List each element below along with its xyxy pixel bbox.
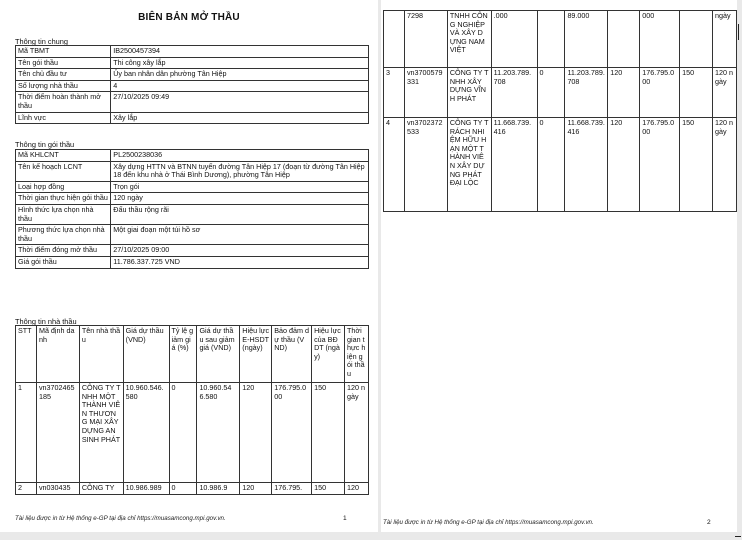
cell-bid-security: 176.795.000 [640, 68, 680, 118]
column-header-bidder-id: Mã định danh [36, 326, 79, 383]
cell-bidder-name: CÔNG TY [79, 483, 123, 495]
info-label: Phương thức lựa chọn nhà thầu [16, 225, 111, 245]
cell-bid-security: 176.795.000 [272, 383, 312, 483]
page-number: 1 [343, 515, 347, 522]
cell-execution-time: 120 ngày [344, 383, 368, 483]
info-value: Thi công xây lắp [111, 57, 369, 69]
page-edge-mark [738, 24, 739, 40]
cell-bidder-id: vn030435 [36, 483, 79, 495]
info-value: IB2500457394 [111, 46, 369, 58]
cell-hsdt-validity [608, 11, 640, 68]
info-label: Tên gói thầu [16, 57, 111, 69]
info-row [16, 80, 369, 92]
cell-security-validity: 150 [680, 118, 713, 212]
info-row [16, 181, 369, 193]
cell-bid-price: .000 [491, 11, 537, 68]
page-number-2: 2 [707, 519, 711, 526]
cell-hsdt-validity: 120 [608, 68, 640, 118]
info-label: Số lượng nhà thầu [16, 80, 111, 92]
cell-bid-security: 000 [640, 11, 680, 68]
footer-note-page-2: Tài liệu được in từ Hệ thống e-GP tại địa chỉ https://muasamcong.mpi.gov.vn. [383, 519, 594, 526]
info-value: 4 [111, 80, 369, 92]
info-row [16, 57, 369, 69]
info-value: Ủy ban nhân dân phường Tân Hiệp [111, 69, 369, 81]
info-value: Trọn gói [111, 181, 369, 193]
info-row [16, 46, 369, 58]
info-row [16, 225, 369, 245]
cell-security-validity: 150 [312, 383, 345, 483]
cell-bidder-id: vn3700579331 [404, 68, 447, 118]
cell-bidder-name: TNHH CÔNG NGHIỆP VÀ XÂY DỰNG NAM VIỆT [447, 11, 491, 68]
cell-price-after-discount: 10.986.9 [197, 483, 240, 495]
bidder-table-page-2 [383, 10, 737, 212]
info-row [16, 204, 369, 224]
info-label: Hình thức lựa chọn nhà thầu [16, 204, 111, 224]
cell-bid-security: 176.795. [272, 483, 312, 495]
cell-discount-rate [537, 11, 565, 68]
cell-bidder-id: vn3702372533 [404, 118, 447, 212]
cell-bid-security: 176.795.000 [640, 118, 680, 212]
cell-price-after-discount: 89.000 [565, 11, 608, 68]
cell-bidder-name: CÔNG TY TNHH XÂY DỰNG VĨNH PHÁT [447, 68, 491, 118]
cell-execution-time: ngày [712, 11, 736, 68]
cell-stt [384, 11, 405, 68]
column-header-bidder-name: Tên nhà thầu [79, 326, 123, 383]
column-header-hsdt-validity: Hiệu lực E-HSDT (ngày) [240, 326, 272, 383]
info-value: 27/10/2025 09:00 [111, 245, 369, 257]
bidder-row [16, 383, 369, 483]
info-label: Giá gói thầu [16, 256, 111, 268]
bidder-row [384, 11, 737, 68]
info-row [16, 161, 369, 181]
info-row [16, 112, 369, 124]
cell-price-after-discount: 10.960.546.580 [197, 383, 240, 483]
info-row [16, 69, 369, 81]
footer-note: Tài liệu được in từ Hệ thống e-GP tại địa chỉ https://muasamcong.mpi.gov.vn. [15, 515, 226, 522]
info-label: Loại hợp đồng [16, 181, 111, 193]
info-value: 11.786.337.725 VND [111, 256, 369, 268]
info-row [16, 245, 369, 257]
info-value: 120 ngày [111, 193, 369, 205]
cell-bid-price: 11.668.739.416 [491, 118, 537, 212]
info-value: Xây dựng HTTN và BTNN tuyến đường Tân Hiệp 17 (đoạn từ đường Tân Hiệp 18 đến khu nhà ở Thái Bình Dương), phường Tân Hiệp [111, 161, 369, 181]
column-header-discount-rate: Tỷ lệ giảm giá (%) [169, 326, 197, 383]
cell-stt: 2 [16, 483, 37, 495]
general-info-table [15, 45, 369, 124]
cell-hsdt-validity: 120 [240, 383, 272, 483]
column-header-security-validity: Hiệu lực của BĐ DT (ngày) [312, 326, 345, 383]
cell-hsdt-validity: 120 [608, 118, 640, 212]
cell-bidder-name: CÔNG TY TRÁCH NHIỆM HỮU HẠN MỘT THÀNH VIÊN XÂY DỰNG PHÁT ĐẠI LỘC [447, 118, 491, 212]
cell-bid-price: 10.960.546.580 [123, 383, 169, 483]
cell-bidder-id: vn3702465185 [36, 383, 79, 483]
bidder-info-heading: Thông tin nhà thầu [15, 317, 77, 326]
info-row [16, 193, 369, 205]
cell-price-after-discount: 11.203.789.708 [565, 68, 608, 118]
column-header-price-after-discount: Giá dự thầu sau giảm giá (VND) [197, 326, 240, 383]
cell-bidder-name: CÔNG TY TNHH MỘT THÀNH VIÊN THƯƠNG MẠI XÂY DỰNG AN SINH PHÁT [79, 383, 123, 483]
info-value: PL2500238036 [111, 150, 369, 162]
info-value: Một giai đoạn một túi hồ sơ [111, 225, 369, 245]
column-header-execution-time: Thời gian thực hiện gói thầu [344, 326, 368, 383]
cell-execution-time: 120 ngày [712, 68, 736, 118]
cell-execution-time: 120 [344, 483, 368, 495]
info-value: Xây lắp [111, 112, 369, 124]
info-value: 27/10/2025 09:49 [111, 92, 369, 112]
info-label: Tên kế hoạch LCNT [16, 161, 111, 181]
column-header-bid-price: Giá dự thầu (VND) [123, 326, 169, 383]
info-row [16, 92, 369, 112]
cell-bid-price: 10.986.989 [123, 483, 169, 495]
cell-execution-time: 120 ngày [712, 118, 736, 212]
info-label: Thời gian thực hiện gói thầu [16, 193, 111, 205]
column-header-bid-security: Bảo đảm dự thầu (VND) [272, 326, 312, 383]
document-title: BIÊN BẢN MỞ THẦU [138, 12, 240, 23]
info-label: Thời điểm đóng mở thầu [16, 245, 111, 257]
bidder-row [16, 483, 369, 495]
cell-stt: 4 [384, 118, 405, 212]
bidder-row [384, 118, 737, 212]
cell-hsdt-validity: 120 [240, 483, 272, 495]
info-label: Tên chủ đầu tư [16, 69, 111, 81]
general-info-heading: Thông tin chung [15, 37, 69, 46]
info-row [16, 256, 369, 268]
cell-bidder-id: 7298 [404, 11, 447, 68]
cell-stt: 3 [384, 68, 405, 118]
cell-bid-price: 11.203.789.708 [491, 68, 537, 118]
cell-security-validity [680, 11, 713, 68]
package-info-heading: Thông tin gói thầu [15, 140, 75, 149]
cell-discount-rate: 0 [169, 383, 197, 483]
cell-price-after-discount: 11.668.739.416 [565, 118, 608, 212]
package-info-table [15, 149, 369, 269]
cell-discount-rate: 0 [537, 68, 565, 118]
info-label: Mã TBMT [16, 46, 111, 58]
cell-discount-rate: 0 [537, 118, 565, 212]
page-2 [381, 0, 737, 532]
info-label: Thời điểm hoàn thành mở thầu [16, 92, 111, 112]
cell-security-validity: 150 [680, 68, 713, 118]
page-corner-mark [735, 536, 741, 537]
bidder-header-row [16, 326, 369, 383]
column-header-stt: STT [16, 326, 37, 383]
bidder-table-page-1 [15, 325, 369, 495]
cell-discount-rate: 0 [169, 483, 197, 495]
info-label: Lĩnh vực [16, 112, 111, 124]
bidder-row [384, 68, 737, 118]
info-value: Đấu thầu rộng rãi [111, 204, 369, 224]
info-row [16, 150, 369, 162]
cell-security-validity: 150 [312, 483, 345, 495]
info-label: Mã KHLCNT [16, 150, 111, 162]
cell-stt: 1 [16, 383, 37, 483]
